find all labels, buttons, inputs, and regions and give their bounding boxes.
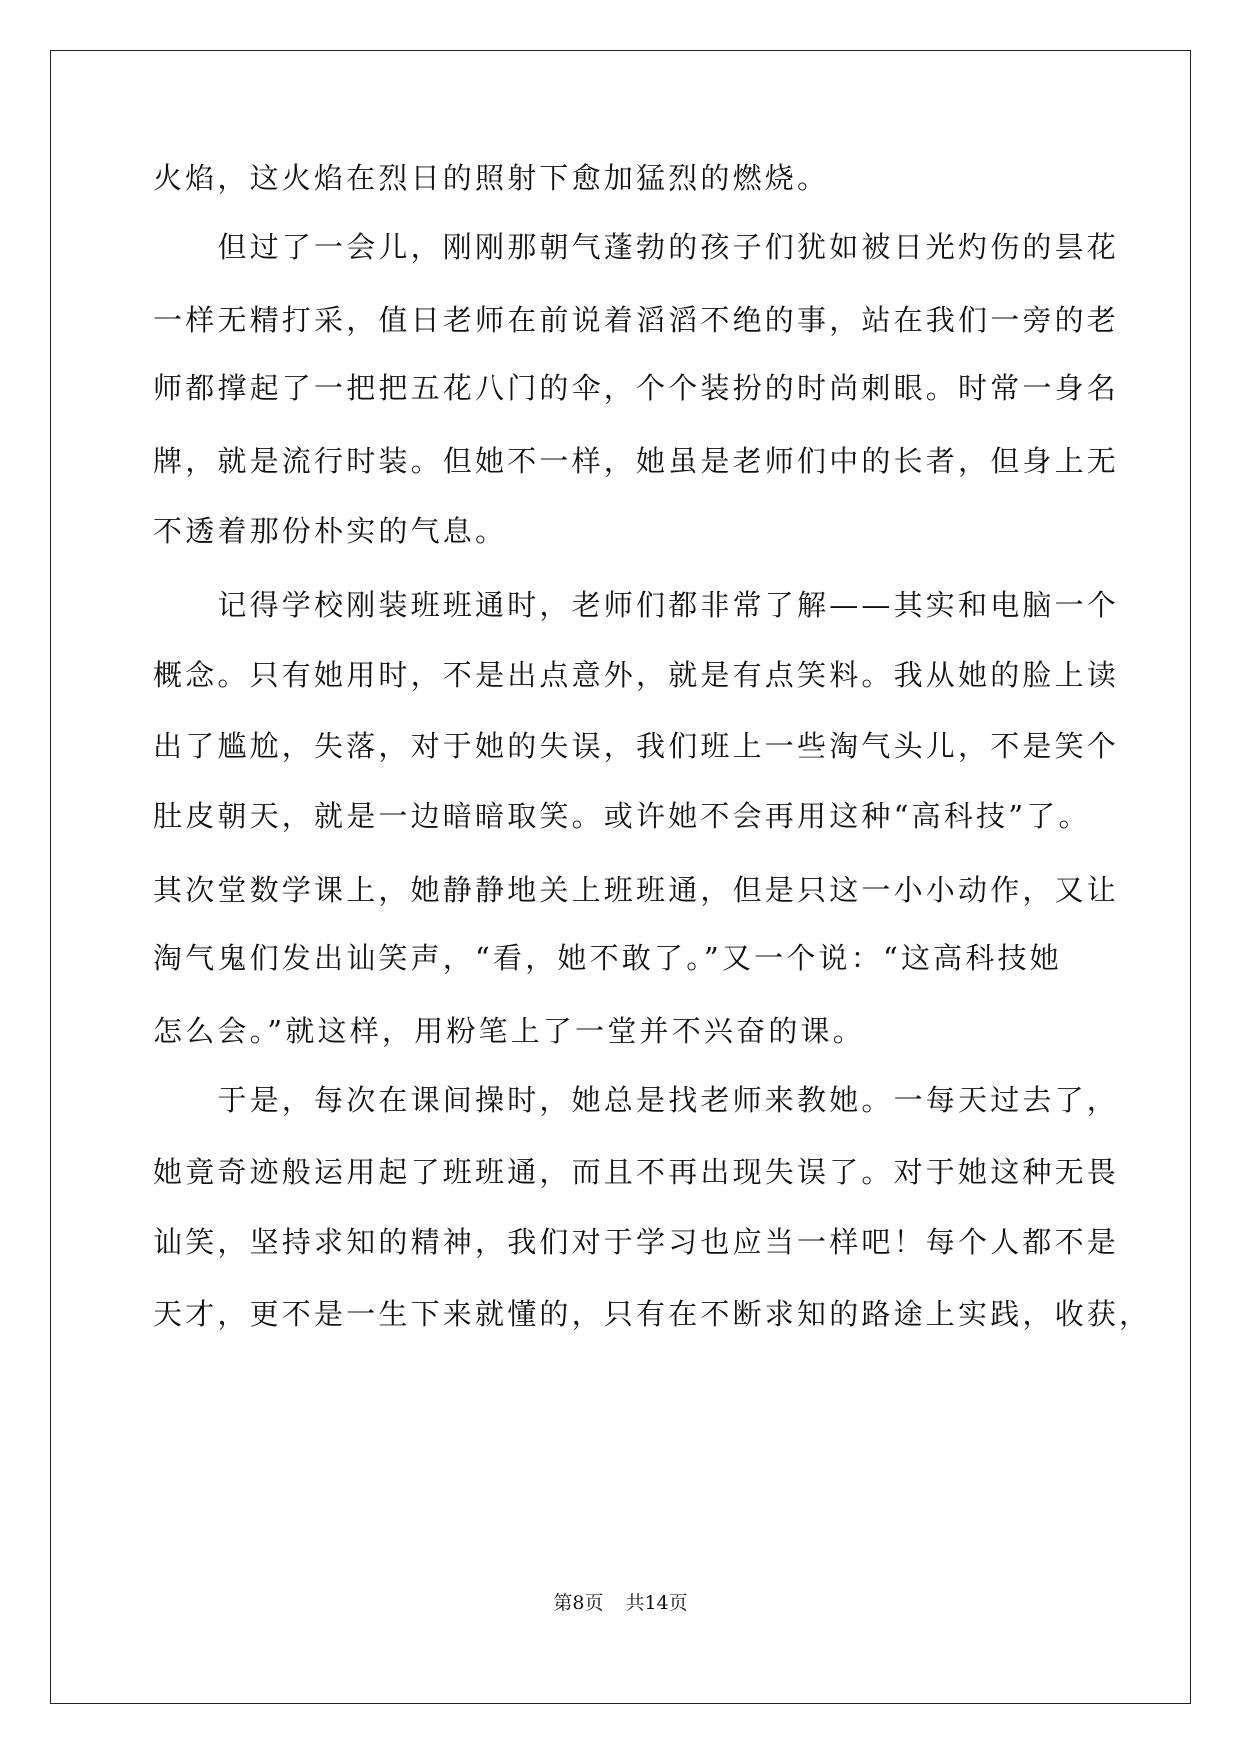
text-line: 讪笑，坚持求知的精神，我们对于学习也应当一样吧！每个人都不是 xyxy=(153,1225,1120,1259)
text-line: 牌，就是流行时装。但她不一样，她虽是老师们中的长者，但身上无 xyxy=(153,444,1120,478)
text-line: 淘气鬼们发出讪笑声，“看，她不敢了。”又一个说：“这高科技她 xyxy=(153,941,1062,975)
page-footer xyxy=(0,1591,1241,1615)
text-line: 师都撑起了一把把五花八门的伞，个个装扮的时尚刺眼。时常一身名 xyxy=(153,371,1120,405)
text-line: 她竟奇迹般运用起了班班通，而且不再出现失误了。对于她这种无畏 xyxy=(153,1155,1120,1189)
text-line: 肚皮朝天，就是一边暗暗取笑。或许她不会再用这种“高科技”了。 xyxy=(153,799,1091,833)
text-line: 概念。只有她用时，不是出点意外，就是有点笑料。我从她的脸上读 xyxy=(153,658,1120,692)
total-pages: 共14页 xyxy=(625,1592,688,1614)
text-line: 天才，更不是一生下来就懂的，只有在不断求知的路途上实践，收获， xyxy=(153,1297,1152,1331)
text-line: 怎么会。”就这样，用粉笔上了一堂并不兴奋的课。 xyxy=(153,1014,865,1048)
page-number: 第8页 xyxy=(553,1592,604,1614)
text-line: 但过了一会儿，刚刚那朝气蓬勃的孩子们犹如被日光灼伤的昙花 xyxy=(153,230,1120,264)
text-line: 出了尴尬，失落，对于她的失误，我们班上一些淘气头儿，不是笑个 xyxy=(153,729,1120,763)
text-line: 一样无精打采，值日老师在前说着滔滔不绝的事，站在我们一旁的老 xyxy=(153,303,1120,337)
text-line: 其次堂数学课上，她静静地关上班班通，但是只这一小小动作，又让 xyxy=(153,873,1120,907)
text-line: 不透着那份朴实的气息。 xyxy=(153,514,508,548)
text-line: 于是，每次在课间操时，她总是找老师来教她。一每天过去了， xyxy=(153,1083,1120,1117)
text-line: 记得学校刚装班班通时，老师们都非常了解——其实和电脑一个 xyxy=(153,588,1120,622)
text-line: 火焰，这火焰在烈日的照射下愈加猛烈的燃烧。 xyxy=(153,161,830,195)
